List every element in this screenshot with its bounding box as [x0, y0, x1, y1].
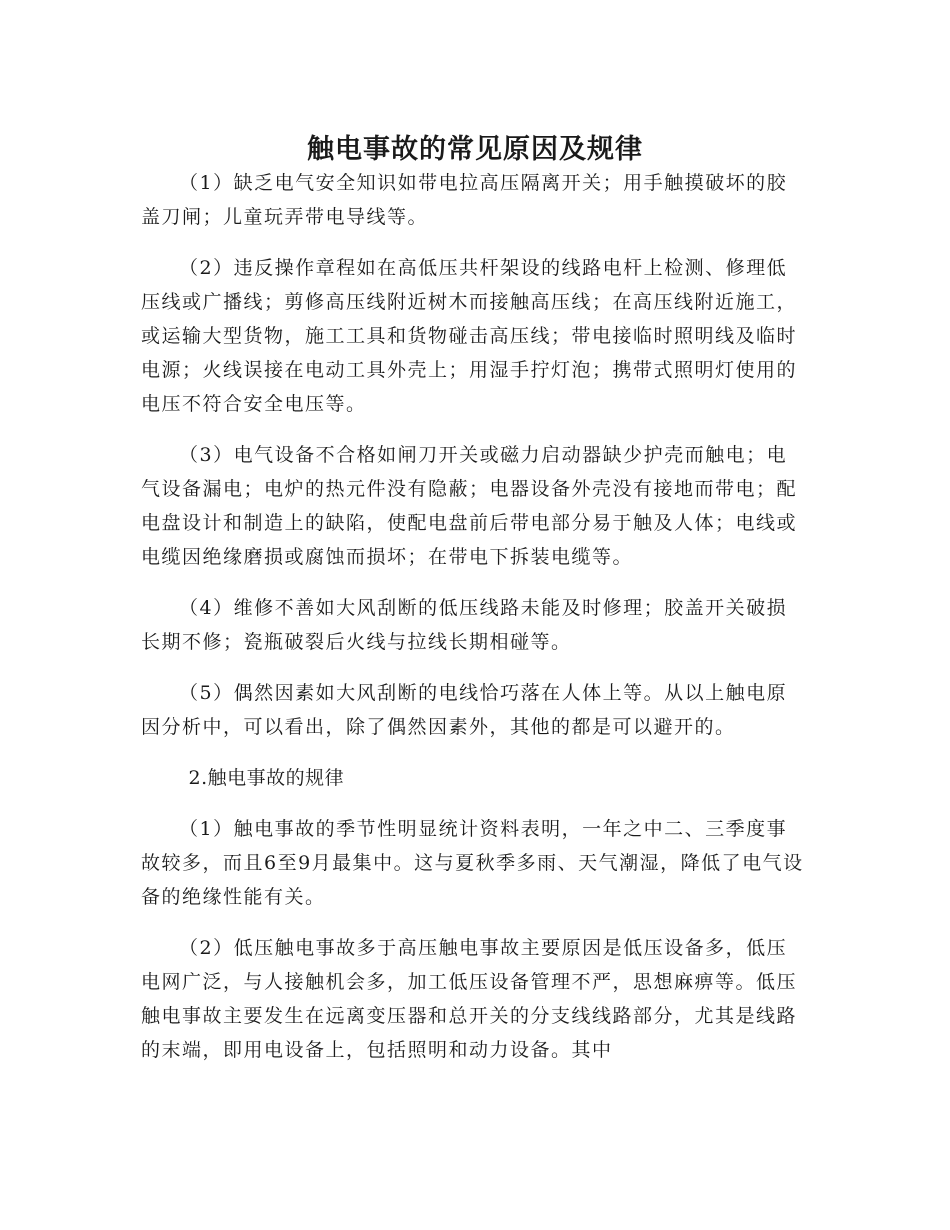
paragraph-accidental-factors: （5）偶然因素如大风刮断的电线恰巧落在人体上等。从以上触电原因分析中，可以看出，除了偶然因素外，其他的都是可以避开的。: [141, 682, 788, 738]
paragraph-poor-maintenance: （4）维修不善如大风刮断的低压线路未能及时修理；胶盖开关破损长期不修；瓷瓶破裂后火线与拉线长期相碰等。: [141, 597, 788, 653]
paragraph-seasonality: （1）触电事故的季节性明显统计资料表明，一年之中二、三季度事故较多，而且6至9月最集中。这与夏秋季多雨、天气潮湿，降低了电气设备的绝缘性能有关。: [141, 818, 804, 908]
section-heading-rules: 2.触电事故的规律: [188, 767, 345, 789]
document-body: [141, 166, 807, 1067]
paragraph-lack-of-knowledge: （1）缺乏电气安全知识如带电拉高压隔离开关；用手触摸破坏的胶盖刀闸；儿童玩弄带电导线等。: [141, 172, 788, 228]
paragraph-low-voltage: （2）低压触电事故多于高压触电事故主要原因是低压设备多，低压电网广泛，与人接触机会多，加工低压设备管理不严，思想麻痹等。低压触电事故主要发生在远离变压器和总开关的分支线线路部分，尤其是线路的末端，即用电设备上，包括照明和动力设备。其中: [141, 937, 798, 1061]
paragraph-unqualified-equipment: （3）电气设备不合格如闸刀开关或磁力启动器缺少护壳而触电；电气设备漏电；电炉的热元件没有隐蔽；电器设备外壳没有接地而带电；配电盘设计和制造上的缺陷，使配电盘前后带电部分易于触及人体；电线或电缆因绝缘磨损或腐蚀而损坏；在带电下拆装电缆等。: [141, 444, 798, 568]
paragraph-violating-procedures: （2）违反操作章程如在高低压共杆架设的线路电杆上检测、修理低压线或广播线；剪修高压线附近树木而接触高压线；在高压线附近施工，或运输大型货物，施工工具和货物碰击高压线；带电接临时照明线及临时电源；火线误接在电动工具外壳上；用湿手拧灯泡；携带式照明灯使用的电压不符合安全电压等。: [141, 257, 798, 415]
document-title: 触电事故的常见原因及规律: [307, 134, 643, 166]
